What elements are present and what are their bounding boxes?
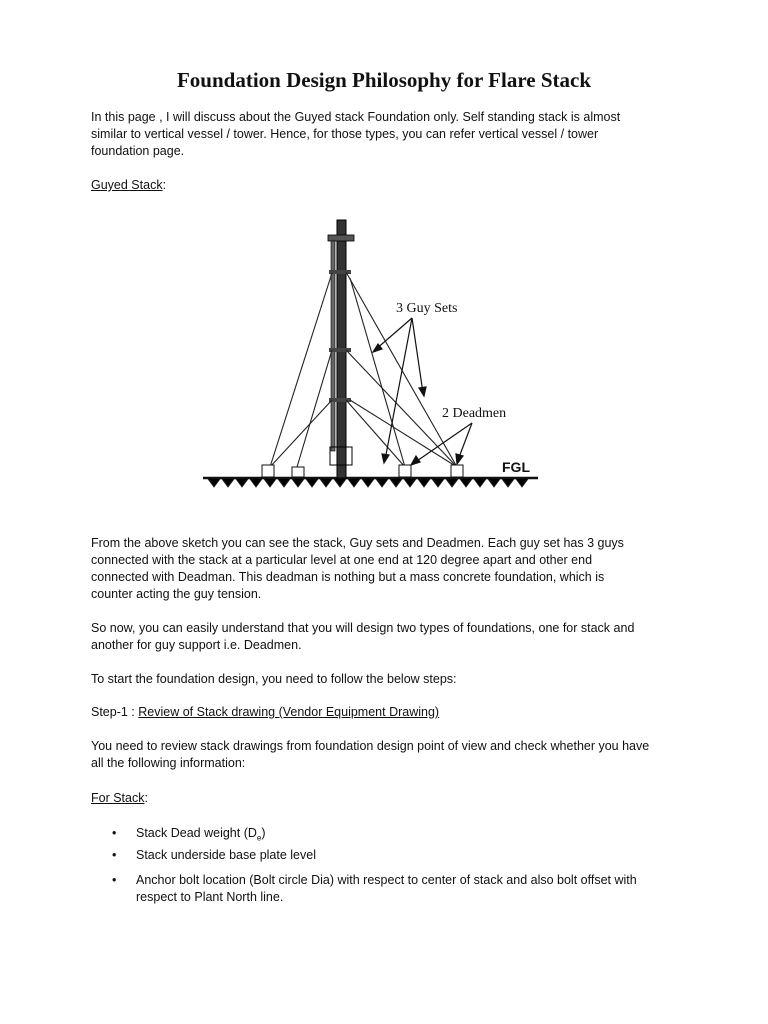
label-deadmen: 2 Deadmen (442, 406, 507, 421)
guyed-stack-heading-text: Guyed Stack (91, 178, 163, 192)
guyed-stack-heading (91, 177, 691, 194)
sketch-line: connected with Deadman. This deadman is nothing but a mass concrete foundation, which is (91, 570, 605, 584)
bullet-line: Anchor bolt location (Bolt circle Dia) with respect to center of stack and also bolt offset with (136, 873, 637, 887)
deadmen-blocks (262, 465, 463, 477)
review-line: all the following information: (91, 756, 246, 770)
list-item (112, 825, 692, 847)
review-paragraph (91, 738, 691, 772)
sketch-line: counter acting the guy tension. (91, 587, 262, 601)
bullet-subscript: e (256, 833, 262, 843)
start-paragraph (91, 671, 691, 688)
step1-title: Review of Stack drawing (Vendor Equipment Drawing) (138, 705, 440, 719)
stack-info-list-continued (112, 872, 692, 906)
intro-line: similar to vertical vessel / tower. Hence, for those types, you can refer vertical vessel / tower (91, 127, 599, 141)
bullet-line: respect to Plant North line. (136, 890, 284, 904)
for-stack-heading (91, 790, 691, 807)
start-line: To start the foundation design, you need to follow the below steps: (91, 672, 457, 686)
intro-line: foundation page. (91, 144, 185, 158)
review-line: You need to review stack drawings from foundation design point of view and check whether you have (91, 739, 650, 753)
sketch-paragraph (91, 535, 691, 603)
for-stack-heading-text: For Stack (91, 791, 145, 805)
heading-colon: : (144, 791, 148, 805)
ground-hatching (208, 479, 528, 487)
label-guy-sets: 3 Guy Sets (396, 301, 458, 316)
heading-colon: : (162, 178, 167, 192)
list-item: • Stack underside base plate level (112, 847, 692, 864)
step1-heading (91, 704, 691, 721)
stack-top-platform (328, 235, 354, 241)
intro-line: In this page , I will discuss about the Guyed stack Foundation only. Self standing stack is almost (91, 110, 621, 124)
label-fgl: FGL (502, 459, 530, 475)
page-title: Foundation Design Philosophy for Flare Stack (176, 68, 592, 92)
list-item (112, 872, 692, 906)
types-paragraph (91, 620, 691, 654)
intro-paragraph (91, 109, 691, 160)
types-line: another for guy support i.e. Deadmen. (91, 638, 302, 652)
step1-prefix: Step-1 : (91, 705, 139, 719)
bullet-text: Stack Dead weight (D (136, 826, 257, 840)
bullet-close: ) (261, 826, 266, 840)
stack-info-list (112, 825, 692, 864)
sketch-line: connected with the stack at a particular level at one end at 120 degree apart and other end (91, 553, 593, 567)
guy-sets-arrows (373, 318, 426, 463)
sketch-line: From the above sketch you can see the stack, Guy sets and Deadmen. Each guy set has 3 guys (91, 536, 624, 550)
types-line: So now, you can easily understand that you will design two types of foundations, one for stack and (91, 621, 635, 635)
guyed-stack-diagram (200, 215, 545, 495)
